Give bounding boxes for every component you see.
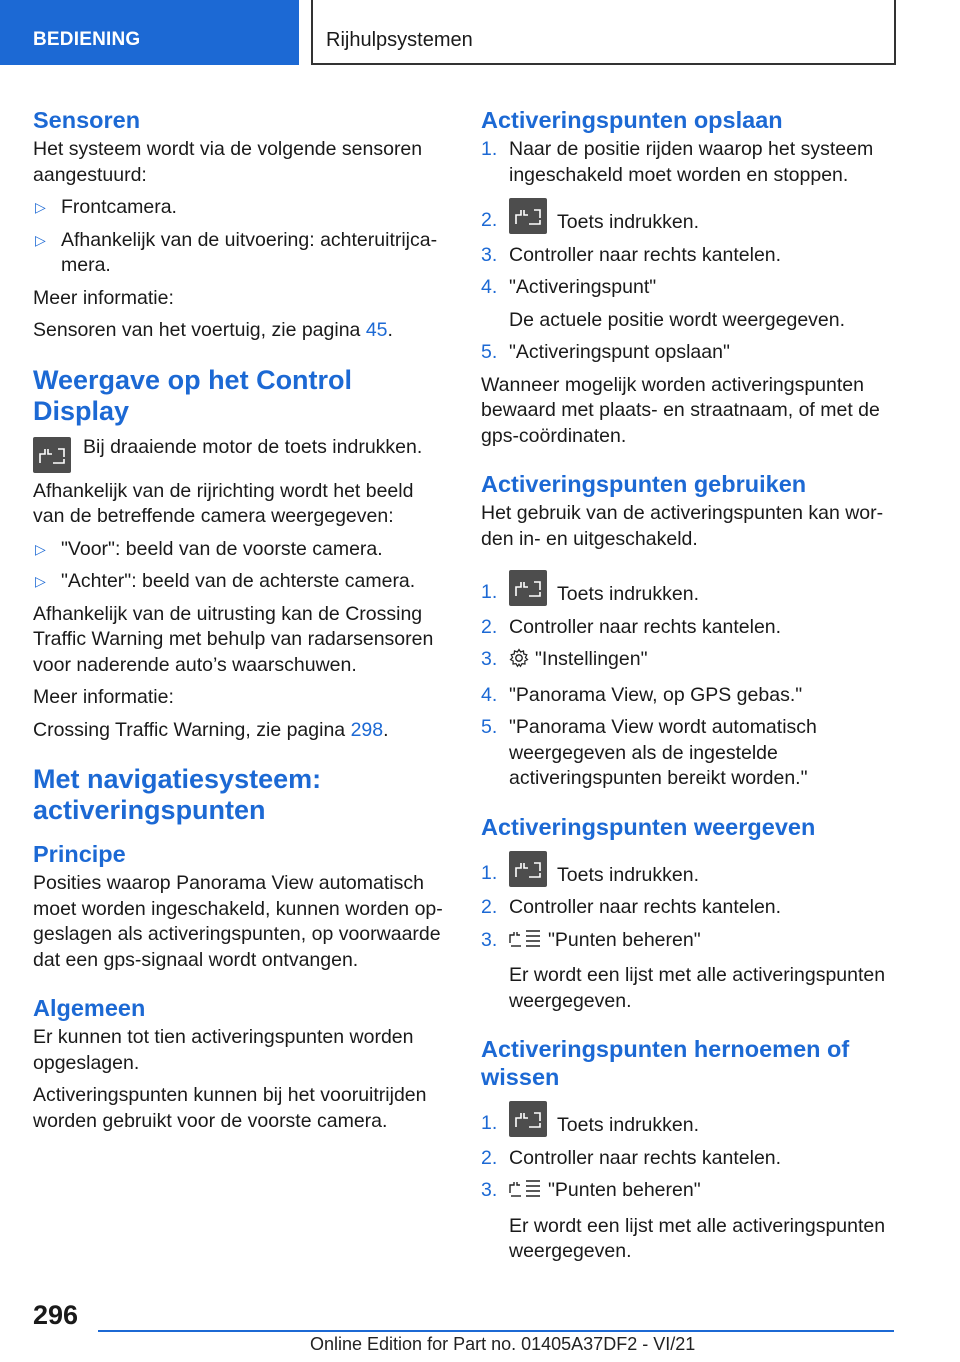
step-item: 2. Toets indrukken.	[481, 198, 895, 236]
step-item: 2. Controller naar rechts kantelen.	[481, 1146, 782, 1169]
list-item: ▷ "Voor": beeld van de voorste camera.	[33, 537, 443, 563]
list-item: ▷ Frontcamera.	[33, 195, 443, 221]
step-item: 5. "Panorama View wordt automatisch weergegeven als de ingestelde activeringspunten bereikt worden."	[481, 716, 817, 789]
step-item: 3. "Punten beheren" Er wordt een lijst met alle activeringspunten weergegeven.	[481, 928, 886, 1012]
camera-button-icon	[509, 198, 547, 234]
triangle-bullet-icon: ▷	[35, 231, 46, 248]
heading-sensoren: Sensoren	[33, 107, 141, 133]
camera-button-icon	[509, 570, 547, 606]
step-item: 5. "Activeringspunt opslaan"	[481, 341, 730, 363]
page-number: 296	[33, 1300, 79, 1330]
algemeen-text2: Activeringspunten kunnen bij het vooruitrijden worden gebruikt voor de voorste camera.	[33, 1084, 427, 1132]
step-item: 3. "Punten beheren" Er wordt een lijst met alle activeringspunten weergegeven.	[481, 1179, 886, 1262]
step-item: 1. Naar de positie rijden waarop het systeem ingeschakeld moet worden en stoppen.	[481, 138, 874, 186]
heading-navigatie: Met navigatiesysteem: activeringspunten	[33, 764, 322, 825]
footer-divider	[98, 1330, 894, 1332]
camera-button-icon	[509, 1101, 547, 1137]
key-instruction: Bij draaiende motor de toets indrukken.	[33, 435, 443, 473]
heading-weergeven: Activeringspunten weergeven	[481, 813, 816, 840]
gebruiken-intro: Het gebruik van de activeringspunten kan worden in- en uitgeschakeld.	[481, 502, 884, 550]
triangle-bullet-icon: ▷	[35, 573, 46, 589]
chapter-title: Rijhulpsystemen	[311, 0, 896, 65]
heading-gebruiken: Activeringspunten gebruiken	[481, 471, 807, 497]
step-item: 3. Controller naar rechts kantelen.	[481, 243, 782, 266]
cross-reference: Crossing Traffic Warning, zie pagina 298.	[33, 718, 389, 741]
page-link-298[interactable]: 298	[350, 718, 384, 741]
cross-reference: Sensoren van het voertuig, zie pagina 45.	[33, 319, 393, 341]
step-item: 1. Toets indrukken.	[481, 570, 895, 608]
heading-weergave: Weergave op het Control Display	[33, 364, 353, 426]
step-item: 4. "Panorama View, op GPS gebas."	[481, 683, 803, 706]
step-item: 1. Toets indrukken.	[481, 1101, 895, 1139]
principe-text: Posities waarop Panorama View automatisch moet worden ingeschakeld, kunnen worden opgeslagen als activeringspunten, op voorwaarde dat een gps-signaal wordt ontvangen.	[33, 872, 443, 971]
step-item: 4. "Activeringspunt" De actuele positie wordt weergegeven.	[481, 276, 846, 331]
list-item: ▷ Afhankelijk van de uitvoering: achteruitrijcamera.	[35, 228, 438, 276]
meer-informatie: Meer informatie:	[33, 286, 174, 309]
heading-opslaan: Activeringspunten opslaan	[481, 107, 783, 133]
camera-list-icon	[509, 929, 542, 957]
step-item: 2. Controller naar rechts kantelen.	[481, 615, 782, 638]
triangle-bullet-icon: ▷	[35, 540, 46, 557]
weergave-para: Afhankelijk van de rijrichting wordt het beeld van de betreffende camera weergegeven:	[33, 479, 414, 527]
step-item: 1. Toets indrukken.	[481, 851, 895, 889]
heading-algemeen: Algemeen	[33, 995, 146, 1021]
edition-text: Online Edition for Part no. 01405A37DF2 - VI/21	[310, 1334, 696, 1354]
right-column	[481, 100, 895, 1272]
list-item: ▷ "Achter": beeld van de achterste camera.	[33, 569, 443, 595]
camera-button-icon	[509, 851, 547, 887]
algemeen-text1: Er kunnen tot tien activeringspunten worden opgeslagen.	[33, 1026, 414, 1074]
gear-icon	[509, 648, 529, 676]
camera-list-icon	[509, 1179, 542, 1207]
opslaan-after: Wanneer mogelijk worden activeringspunten bewaard met plaats- en straatnaam, of met de gps-coördinaten.	[481, 373, 880, 447]
left-column	[33, 100, 443, 1141]
page-link-45[interactable]: 45	[365, 319, 388, 341]
camera-button-icon	[33, 437, 71, 473]
section-tab: BEDIENING	[0, 0, 299, 65]
sensoren-intro: Het systeem wordt via de volgende sensoren aangestuurd:	[33, 138, 423, 186]
step-item: 2. Controller naar rechts kantelen.	[481, 896, 782, 918]
page-header	[0, 0, 960, 66]
triangle-bullet-icon: ▷	[35, 199, 46, 215]
step-item: 3. "Instellingen"	[481, 647, 895, 676]
weergave-para2: Afhankelijk van de uitrusting kan de Crossing Traffic Warning met behulp van radarsensoren voor naderende auto’s waarschuwen.	[33, 602, 434, 676]
meer-informatie: Meer informatie:	[33, 686, 174, 708]
heading-hernoemen: Activeringspunten hernoemen of wissen	[481, 1036, 850, 1090]
heading-principe: Principe	[33, 841, 126, 867]
